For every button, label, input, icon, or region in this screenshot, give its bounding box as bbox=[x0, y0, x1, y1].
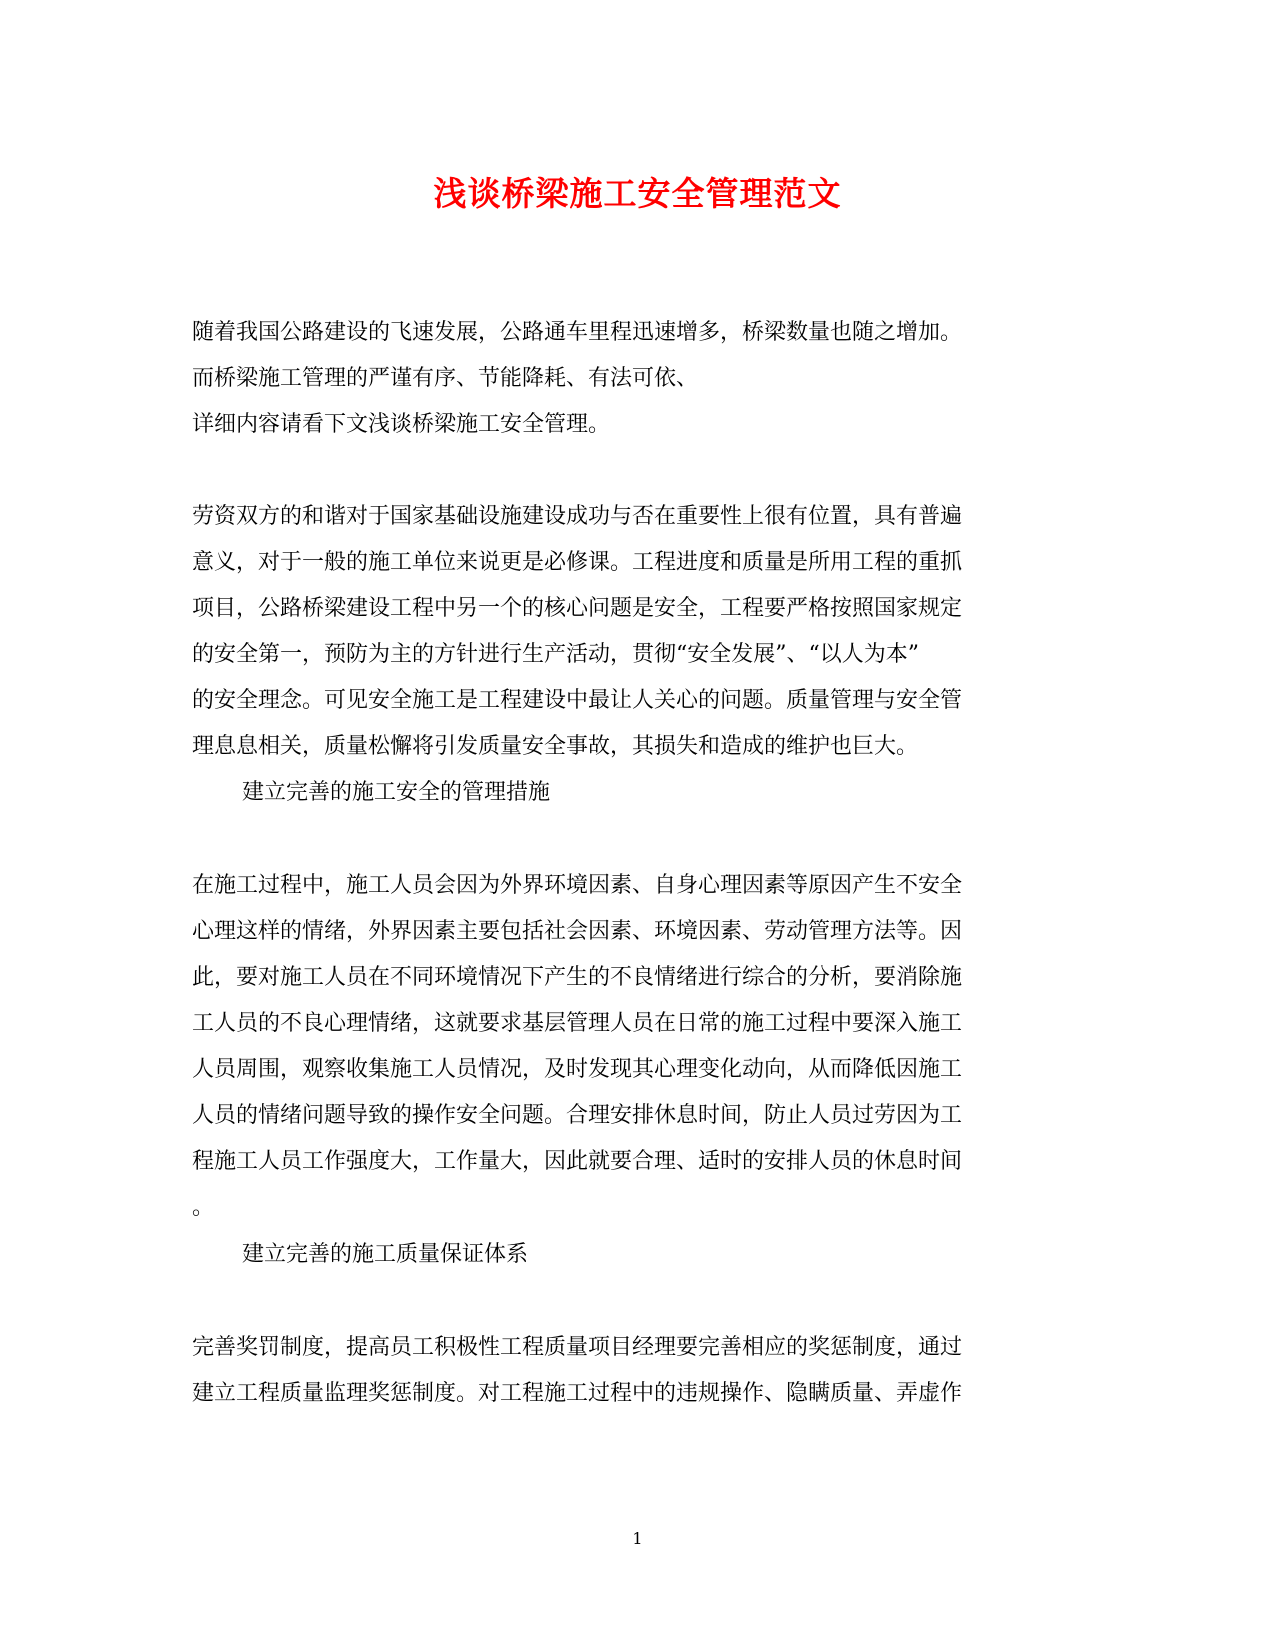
intro-line-3: 详细内容请看下文浅谈桥梁施工安全管理。 bbox=[192, 412, 611, 437]
paragraph1-line-1: 劳资双方的和谐对于国家基础设施建设成功与否在重要性上很有位置，具有普遍 bbox=[192, 504, 963, 529]
paragraph1-line-5: 的安全理念。可见安全施工是工程建设中最让人关心的问题。质量管理与安全管 bbox=[192, 688, 963, 713]
paragraph2-line-1: 在施工过程中，施工人员会因为外界环境因素、自身心理因素等原因产生不安全 bbox=[192, 873, 963, 898]
document-title: 浅谈桥梁施工安全管理范文 bbox=[433, 174, 842, 213]
paragraph2-line-8: 。 bbox=[192, 1195, 215, 1220]
paragraph2-line-7: 程施工人员工作强度大，工作量大，因此就要合理、适时的安排人员的休息时间 bbox=[192, 1149, 963, 1174]
section-heading-quality: 建立完善的施工质量保证体系 bbox=[242, 1242, 529, 1267]
paragraph2-line-2: 心理这样的情绪，外界因素主要包括社会因素、环境因素、劳动管理方法等。因 bbox=[192, 919, 963, 944]
paragraph3-line-1: 完善奖罚制度，提高员工积极性工程质量项目经理要完善相应的奖惩制度，通过 bbox=[192, 1335, 963, 1360]
paragraph2-line-3: 此，要对施工人员在不同环境情况下产生的不良情绪进行综合的分析，要消除施 bbox=[192, 965, 963, 990]
paragraph1-line-6: 理息息相关，质量松懈将引发质量安全事故，其损失和造成的维护也巨大。 bbox=[192, 734, 919, 759]
paragraph2-line-6: 人员的情绪问题导致的操作安全问题。合理安排休息时间，防止人员过劳因为工 bbox=[192, 1103, 963, 1128]
page-number: 1 bbox=[632, 1529, 643, 1548]
section-heading-safety: 建立完善的施工安全的管理措施 bbox=[242, 780, 551, 805]
intro-line-1: 随着我国公路建设的飞速发展，公路通车里程迅速增多，桥梁数量也随之增加。 bbox=[192, 320, 963, 345]
paragraph1-line-3: 项目，公路桥梁建设工程中另一个的核心问题是安全，工程要严格按照国家规定 bbox=[192, 596, 963, 621]
paragraph3-line-2: 建立工程质量监理奖惩制度。对工程施工过程中的违规操作、隐瞒质量、弄虚作 bbox=[192, 1381, 963, 1406]
paragraph1-line-4: 的安全第一，预防为主的方针进行生产活动，贯彻“安全发展”、“以人为本” bbox=[192, 642, 919, 667]
intro-line-2: 而桥梁施工管理的严谨有序、节能降耗、有法可依、 bbox=[192, 366, 699, 391]
paragraph1-line-2: 意义，对于一般的施工单位来说更是必修课。工程进度和质量是所用工程的重抓 bbox=[192, 550, 963, 575]
paragraph2-line-4: 工人员的不良心理情绪，这就要求基层管理人员在日常的施工过程中要深入施工 bbox=[192, 1011, 963, 1036]
paragraph2-line-5: 人员周围，观察收集施工人员情况，及时发现其心理变化动向，从而降低因施工 bbox=[192, 1057, 963, 1082]
